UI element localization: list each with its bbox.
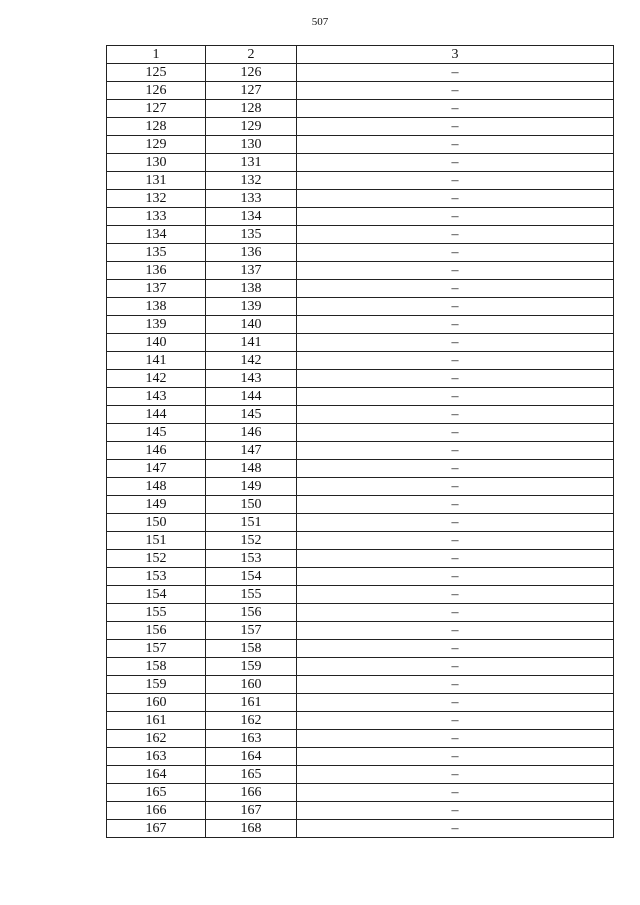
table-cell-col-3: – — [297, 316, 614, 334]
table-cell-col-3: – — [297, 406, 614, 424]
table-cell-col-2: 137 — [206, 262, 297, 280]
table-cell-col-1: 167 — [107, 820, 206, 838]
table-cell-col-3: – — [297, 334, 614, 352]
table-cell-col-1: 155 — [107, 604, 206, 622]
table-cell-col-1: 163 — [107, 748, 206, 766]
table-row — [107, 424, 614, 442]
table-cell-col-1: 141 — [107, 352, 206, 370]
table-cell-col-2: 146 — [206, 424, 297, 442]
table-row — [107, 586, 614, 604]
table-cell-col-3: – — [297, 136, 614, 154]
table-cell-col-1: 135 — [107, 244, 206, 262]
table-cell-col-3: – — [297, 388, 614, 406]
table-row — [107, 478, 614, 496]
table-row — [107, 694, 614, 712]
table-cell-col-2: 167 — [206, 802, 297, 820]
table-cell-col-2: 165 — [206, 766, 297, 784]
column-header-3: 3 — [297, 46, 614, 64]
table-cell-col-1: 160 — [107, 694, 206, 712]
table-row — [107, 280, 614, 298]
page-number: 507 — [311, 16, 329, 28]
table-cell-col-3: – — [297, 352, 614, 370]
table-row — [107, 262, 614, 280]
table-row — [107, 802, 614, 820]
table-row — [107, 496, 614, 514]
table-cell-col-3: – — [297, 100, 614, 118]
table-cell-col-2: 153 — [206, 550, 297, 568]
table-cell-col-2: 166 — [206, 784, 297, 802]
table-cell-col-3: – — [297, 460, 614, 478]
table-cell-col-2: 151 — [206, 514, 297, 532]
table-cell-col-1: 138 — [107, 298, 206, 316]
table-cell-col-3: – — [297, 514, 614, 532]
table-row — [107, 748, 614, 766]
table-cell-col-2: 143 — [206, 370, 297, 388]
table-cell-col-1: 157 — [107, 640, 206, 658]
column-header-2: 2 — [206, 46, 297, 64]
table-cell-col-1: 131 — [107, 172, 206, 190]
table-row — [107, 820, 614, 838]
table-cell-col-3: – — [297, 226, 614, 244]
table-cell-col-1: 146 — [107, 442, 206, 460]
table-cell-col-3: – — [297, 802, 614, 820]
table-cell-col-3: – — [297, 244, 614, 262]
table-cell-col-1: 132 — [107, 190, 206, 208]
table-row — [107, 316, 614, 334]
table-row — [107, 784, 614, 802]
table-cell-col-2: 155 — [206, 586, 297, 604]
table-cell-col-1: 144 — [107, 406, 206, 424]
table-cell-col-3: – — [297, 532, 614, 550]
table-cell-col-1: 159 — [107, 676, 206, 694]
table-cell-col-2: 127 — [206, 82, 297, 100]
table-cell-col-1: 128 — [107, 118, 206, 136]
table-cell-col-2: 154 — [206, 568, 297, 586]
table-cell-col-2: 128 — [206, 100, 297, 118]
table-row — [107, 64, 614, 82]
table-row — [107, 550, 614, 568]
table-cell-col-2: 131 — [206, 154, 297, 172]
table-cell-col-1: 145 — [107, 424, 206, 442]
table-row — [107, 226, 614, 244]
data-table — [106, 45, 614, 838]
table-cell-col-2: 144 — [206, 388, 297, 406]
table-cell-col-1: 153 — [107, 568, 206, 586]
table-cell-col-1: 161 — [107, 712, 206, 730]
table-row — [107, 712, 614, 730]
table-cell-col-3: – — [297, 64, 614, 82]
table-cell-col-3: – — [297, 748, 614, 766]
table-row — [107, 388, 614, 406]
table-cell-col-1: 134 — [107, 226, 206, 244]
table-cell-col-1: 162 — [107, 730, 206, 748]
column-header-1: 1 — [107, 46, 206, 64]
table-cell-col-1: 143 — [107, 388, 206, 406]
table-cell-col-2: 164 — [206, 748, 297, 766]
table-cell-col-2: 135 — [206, 226, 297, 244]
table-cell-col-3: – — [297, 208, 614, 226]
table-cell-col-2: 150 — [206, 496, 297, 514]
table-row — [107, 622, 614, 640]
table-cell-col-1: 126 — [107, 82, 206, 100]
table-cell-col-2: 162 — [206, 712, 297, 730]
table-cell-col-1: 151 — [107, 532, 206, 550]
table-cell-col-1: 142 — [107, 370, 206, 388]
table-cell-col-1: 154 — [107, 586, 206, 604]
table-cell-col-2: 126 — [206, 64, 297, 82]
table-cell-col-1: 130 — [107, 154, 206, 172]
table-cell-col-3: – — [297, 766, 614, 784]
table-cell-col-2: 138 — [206, 280, 297, 298]
table-cell-col-3: – — [297, 82, 614, 100]
table-cell-col-2: 145 — [206, 406, 297, 424]
table-cell-col-3: – — [297, 568, 614, 586]
table-cell-col-2: 130 — [206, 136, 297, 154]
table-row — [107, 208, 614, 226]
table-cell-col-3: – — [297, 370, 614, 388]
table-row — [107, 244, 614, 262]
table-cell-col-2: 139 — [206, 298, 297, 316]
table-cell-col-3: – — [297, 676, 614, 694]
table-cell-col-3: – — [297, 658, 614, 676]
table-cell-col-3: – — [297, 550, 614, 568]
table-cell-col-2: 158 — [206, 640, 297, 658]
table-row — [107, 514, 614, 532]
table-body — [107, 64, 614, 838]
table-cell-col-2: 133 — [206, 190, 297, 208]
table-cell-col-1: 149 — [107, 496, 206, 514]
table-cell-col-3: – — [297, 496, 614, 514]
table-cell-col-1: 129 — [107, 136, 206, 154]
table-cell-col-3: – — [297, 280, 614, 298]
table-cell-col-2: 141 — [206, 334, 297, 352]
table-cell-col-3: – — [297, 154, 614, 172]
table-cell-col-2: 140 — [206, 316, 297, 334]
table-cell-col-1: 139 — [107, 316, 206, 334]
table-cell-col-2: 160 — [206, 676, 297, 694]
table-cell-col-1: 156 — [107, 622, 206, 640]
table-cell-col-3: – — [297, 640, 614, 658]
table-cell-col-3: – — [297, 712, 614, 730]
table-cell-col-3: – — [297, 442, 614, 460]
table-cell-col-3: – — [297, 586, 614, 604]
table-row — [107, 118, 614, 136]
table-cell-col-2: 136 — [206, 244, 297, 262]
table-row — [107, 406, 614, 424]
table-cell-col-1: 127 — [107, 100, 206, 118]
table-header — [107, 46, 614, 64]
table-cell-col-3: – — [297, 262, 614, 280]
table-row — [107, 532, 614, 550]
table-cell-col-3: – — [297, 694, 614, 712]
table-cell-col-3: – — [297, 478, 614, 496]
table-cell-col-2: 134 — [206, 208, 297, 226]
table-row — [107, 676, 614, 694]
table-cell-col-1: 147 — [107, 460, 206, 478]
table-cell-col-3: – — [297, 118, 614, 136]
table-row — [107, 640, 614, 658]
table-cell-col-3: – — [297, 190, 614, 208]
table-row — [107, 766, 614, 784]
table-row — [107, 442, 614, 460]
table-row — [107, 298, 614, 316]
table-cell-col-3: – — [297, 784, 614, 802]
table-row — [107, 190, 614, 208]
table-row — [107, 100, 614, 118]
table-row — [107, 568, 614, 586]
table-row — [107, 658, 614, 676]
table-cell-col-1: 152 — [107, 550, 206, 568]
table-cell-col-1: 137 — [107, 280, 206, 298]
table-row — [107, 136, 614, 154]
table-row — [107, 82, 614, 100]
table-row — [107, 460, 614, 478]
table-row — [107, 604, 614, 622]
table-cell-col-3: – — [297, 730, 614, 748]
table-cell-col-1: 164 — [107, 766, 206, 784]
table-cell-col-2: 161 — [206, 694, 297, 712]
table-cell-col-3: – — [297, 622, 614, 640]
table-cell-col-2: 142 — [206, 352, 297, 370]
table-cell-col-2: 132 — [206, 172, 297, 190]
table-cell-col-2: 149 — [206, 478, 297, 496]
table-cell-col-2: 168 — [206, 820, 297, 838]
table-cell-col-1: 158 — [107, 658, 206, 676]
table-cell-col-2: 159 — [206, 658, 297, 676]
table-row — [107, 154, 614, 172]
table-cell-col-1: 148 — [107, 478, 206, 496]
table-cell-col-2: 147 — [206, 442, 297, 460]
table-cell-col-1: 125 — [107, 64, 206, 82]
table-cell-col-2: 156 — [206, 604, 297, 622]
table-cell-col-3: – — [297, 604, 614, 622]
table-cell-col-1: 133 — [107, 208, 206, 226]
table-cell-col-2: 129 — [206, 118, 297, 136]
table-cell-col-2: 152 — [206, 532, 297, 550]
table-cell-col-1: 136 — [107, 262, 206, 280]
table-cell-col-1: 150 — [107, 514, 206, 532]
table-row — [107, 352, 614, 370]
table-cell-col-3: – — [297, 820, 614, 838]
table-cell-col-1: 140 — [107, 334, 206, 352]
table-row — [107, 730, 614, 748]
table-cell-col-2: 148 — [206, 460, 297, 478]
table-cell-col-2: 157 — [206, 622, 297, 640]
table-cell-col-2: 163 — [206, 730, 297, 748]
table-cell-col-3: – — [297, 172, 614, 190]
table-row — [107, 334, 614, 352]
table-cell-col-1: 165 — [107, 784, 206, 802]
header-row — [107, 46, 614, 64]
table-row — [107, 370, 614, 388]
table-cell-col-3: – — [297, 298, 614, 316]
table-cell-col-1: 166 — [107, 802, 206, 820]
table-row — [107, 172, 614, 190]
table-cell-col-3: – — [297, 424, 614, 442]
